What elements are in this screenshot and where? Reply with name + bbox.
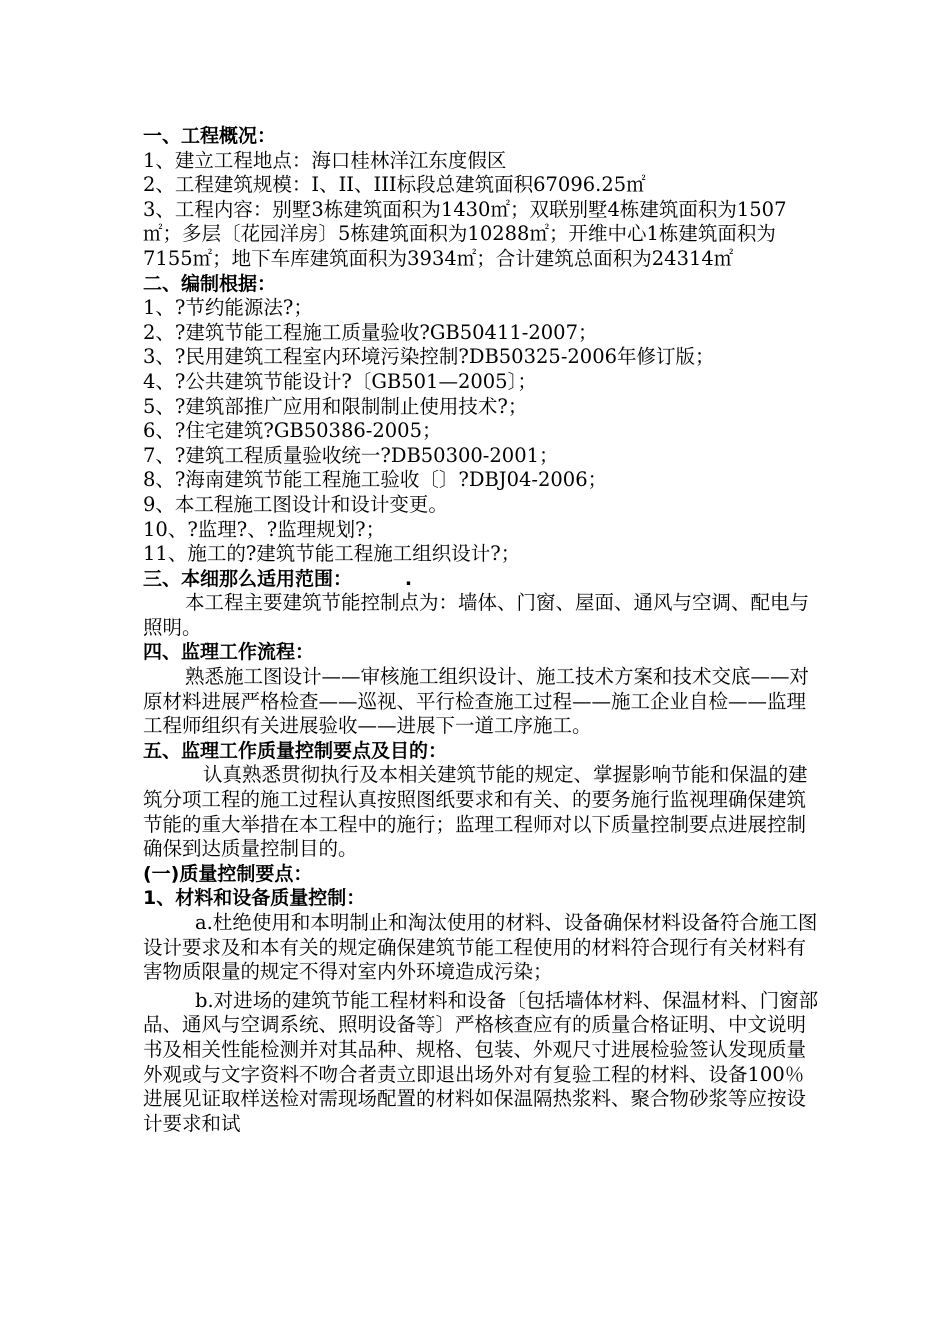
document-page xyxy=(143,124,823,1136)
overview-item-scale: 2、工程建筑规模：I、II、III标段总建筑面积67096.25㎡ xyxy=(143,173,646,197)
overview-item-location: 1、建立工程地点：海口桂林洋江东度假区 xyxy=(143,148,507,172)
basis-item: 4、?公共建筑节能设计?〔GB501—2005〕； xyxy=(143,369,537,393)
materials-paragraph-b: b.对进场的建筑节能工程材料和设备〔包括墙体材料、保温材料、门窗部品、通风与空调系统、照明设备等〕严格核查应有的质量合格证明、中文说明书及相关性能检测并对其品种、规格、包装、外观尺寸进展检验签认发现质量外观或与文字资料不吻合者责立即退出场外对有复验工程的材料、设备100％进展见证取样送检对需现场配置的材料如保温隔热浆料、聚合物砂浆等应按设计要求和试 xyxy=(143,988,819,1135)
basis-item: 8、?海南建筑节能工程施工验收〔〕?DBJ04-2006； xyxy=(143,468,608,492)
workflow-paragraph: 熟悉施工图设计——审核施工组织设计、施工技术方案和技术交底——对原材料进展严格检查——巡视、平行检查施工过程——施工企业自检——监理工程师组织有关进展验收——进展下一道工序施工。 xyxy=(143,665,810,738)
section-heading-scope: 三、本细那么适用范围： . xyxy=(143,567,413,590)
basis-item: 6、?住宅建筑?GB50386-2005； xyxy=(143,419,442,443)
basis-item: 5、?建筑部推广应用和限制制止使用技术?； xyxy=(143,394,528,418)
basis-item: 2、?建筑节能工程施工质量验收?GB50411-2007； xyxy=(143,320,598,344)
scope-paragraph: 本工程主要建筑节能控制点为：墙体、门窗、屋面、通风与空调、配电与照明。 xyxy=(143,591,810,639)
section-heading-overview: 一、工程概况： xyxy=(143,125,277,147)
quality-paragraph: 认真熟悉贯彻执行及本相关建筑节能的规定、掌握影响节能和保温的建筑分项工程的施工过程认真按照图纸要求和有关、的要务施行监视理确保建筑节能的重大举措在本工程中的施行；监理工程师对以下质量控制要点进展控制确保到达质量控制目的。 xyxy=(143,763,808,861)
basis-item: 3、?民用建筑工程室内环境污染控制?DB50325-2006年修订版； xyxy=(143,345,715,369)
overview-item-content: 3、工程内容：别墅3栋建筑面积为1430㎡；双联别墅4栋建筑面积为1507㎡；多层〔花园洋房〕5栋建筑面积为10288㎡；开维中心1栋建筑面积为7155㎡；地下车库建筑面积为3934㎡；合计建筑总面积为24314㎡ xyxy=(143,197,787,270)
materials-paragraph-a: a.杜绝使用和本明制止和淘汰使用的材料、设备确保材料设备符合施工图设计要求及和本有关的规定确保建筑节能工程使用的材料符合现行有关材料有害物质限量的规定不得对室内外环境造成污染； xyxy=(143,911,818,984)
basis-item: 10、?监理?、?监理规划?； xyxy=(143,517,386,541)
section-heading-quality: 五、监理工作质量控制要点及目的： xyxy=(143,739,448,762)
section-heading-basis: 二、编制根据： xyxy=(143,272,277,295)
basis-item: 7、?建筑工程质量验收统一?DB50300-2001； xyxy=(143,443,559,467)
section-heading-workflow: 四、监理工作流程： xyxy=(143,641,315,664)
basis-item: 11、施工的?建筑节能工程施工组织设计?； xyxy=(143,542,521,566)
materials-subheading: 1、材料和设备质量控制： xyxy=(143,887,366,910)
quality-subheading: (一)质量控制要点： xyxy=(143,862,313,885)
basis-item: 1、?节约能源法?； xyxy=(143,296,313,320)
basis-item: 9、本工程施工图设计和设计变更。 xyxy=(143,492,448,516)
